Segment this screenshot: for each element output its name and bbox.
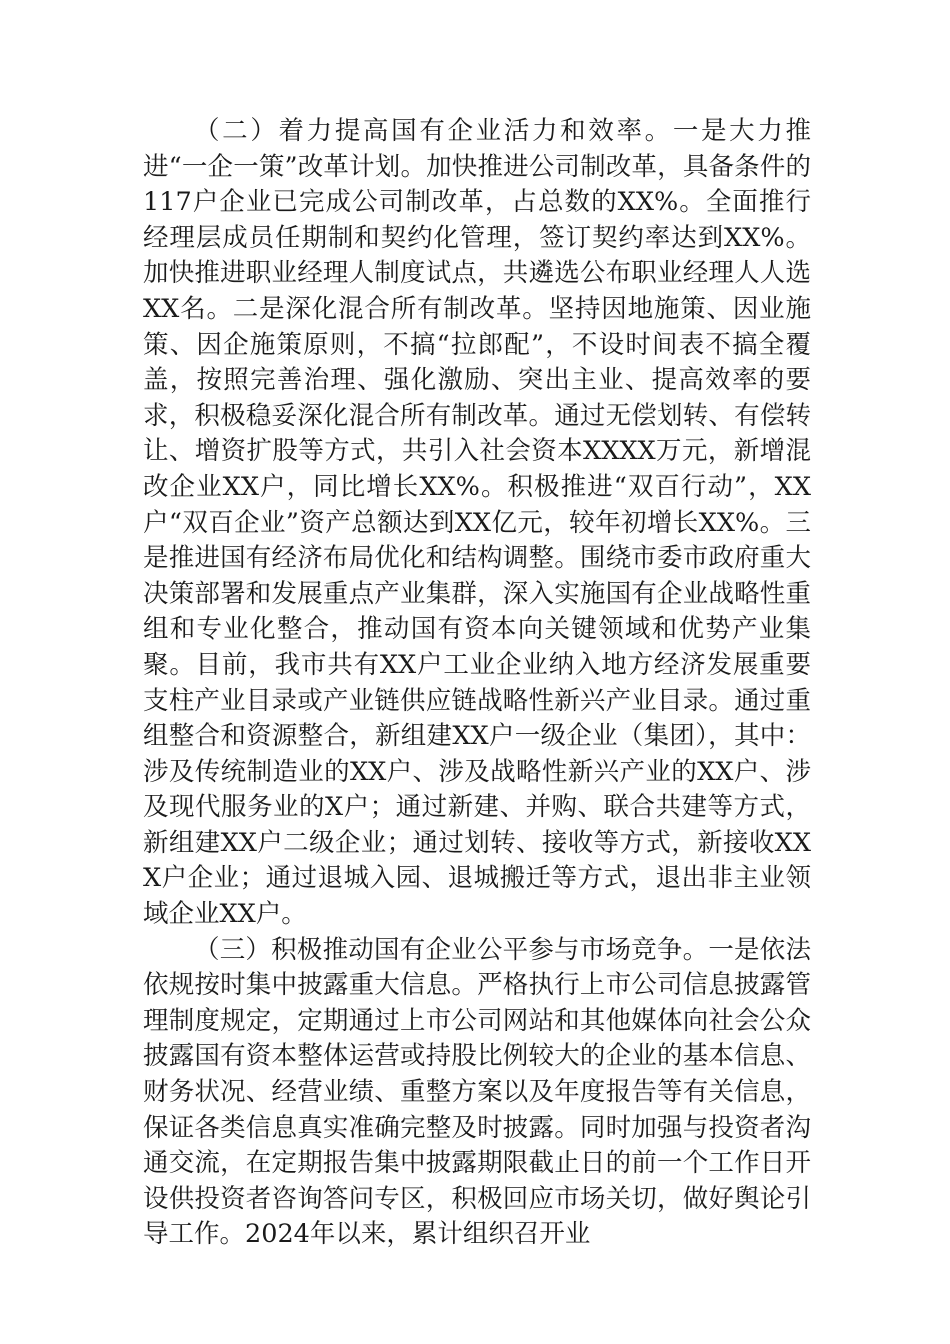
document-body [143,114,811,1253]
paragraph-state-enterprise-vitality: （二）着力提高国有企业活力和效率。一是大力推进“一企一策”改革计划。加快推进公司制改革，具备条件的117户企业已完成公司制改革，占总数的XX%。全面推行经理层成员任期制和契约化管理，签订契约率达到XX%。加快推进职业经理人制度试点，共遴选公布职业经理人人选XX名。二是深化混合所有制改革。坚持因地施策、因业施策、因企施策原则，不搞“拉郎配”，不设时间表不搞全覆盖，按照完善治理、强化激励、突出主业、提高效率的要求，积极稳妥深化混合所有制改革。通过无偿划转、有偿转让、增资扩股等方式，共引入社会资本XXXX万元，新增混改企业XX户，同比增长XX%。积极推进“双百行动”，XX户“双百企业”资产总额达到XX亿元，较年初增长XX%。三是推进国有经济布局优化和结构调整。围绕市委市政府重大决策部署和发展重点产业集群，深入实施国有企业战略性重组和专业化整合，推动国有资本向关键领域和优势产业集聚。目前，我市共有XX户工业企业纳入地方经济发展重要支柱产业目录或产业链供应链战略性新兴产业目录。通过重组整合和资源整合，新组建XX户一级企业（集团），其中：涉及传统制造业的XX户、涉及战略性新兴产业的XX户、涉及现代服务业的X户；通过新建、并购、联合共建等方式，新组建XX户二级企业；通过划转、接收等方式，新接收XXX户企业；通过退城入园、退城搬迁等方式，退出非主业领域企业XX户。 [143,116,811,930]
paragraph-fair-market-competition: （三）积极推动国有企业公平参与市场竞争。一是依法依规按时集中披露重大信息。严格执行上市公司信息披露管理制度规定，定期通过上市公司网站和其他媒体向社会公众披露国有资本整体运营或持股比例较大的企业的基本信息、财务状况、经营业绩、重整方案以及年度报告等有关信息，保证各类信息真实准确完整及时披露。同时加强与投资者沟通交流，在定期报告集中披露期限截止日的前一个工作日开设供投资者咨询答问专区，积极回应市场关切，做好舆论引导工作。2024年以来，累计组织召开业 [143,934,811,1250]
